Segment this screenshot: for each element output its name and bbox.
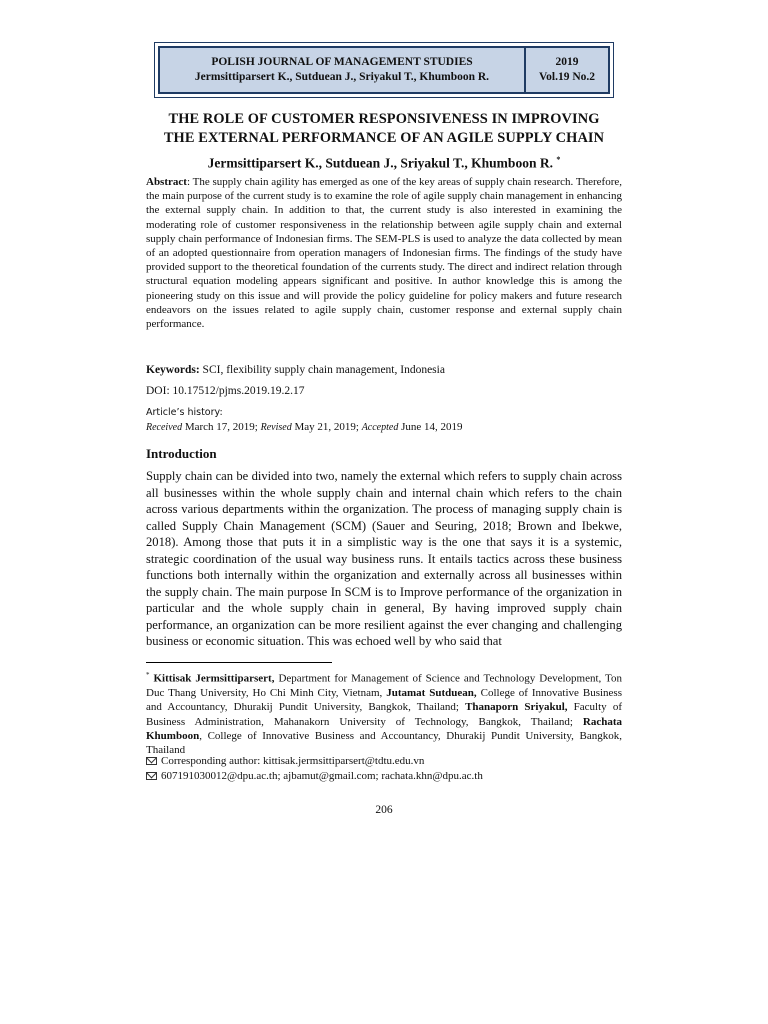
emails-line (146, 769, 622, 783)
introduction-paragraph: Supply chain can be divided into two, namely the external which refers to supply chain across all businesses within the whole supply chain and internal chain which refers to the chain across various departments within the organization. The process of managing supply chain is called Supply Chain Management (SCM) (Sauer and Seuring, 2018; Brown and Ibekwe, 2018). Among those that puts it in a simplistic way is the one that says it is a systemic, strategic coordination of the usual way business runs. It entails tactics across these business functions both internally within the organization and externally across all businesses within the supply chain. The main purpose In SCM is to Improve performance of the organization in particular and the whole supply chain in general, By having improved supply chain performance, an organization can be more resilient against the ever changing and challenging business or economic situation. This was echoed well by who said that (146, 469, 622, 648)
introduction-heading: Introduction (146, 446, 217, 461)
journal-header-left (160, 48, 526, 92)
title-line-1: THE ROLE OF CUSTOMER RESPONSIVENESS IN IMPROVING (168, 111, 600, 127)
author1-affiliation: Department for Management of Science and Technology Development, Ton Duc Thang University, Ho Chi Minh City, Vietnam, (146, 672, 623, 699)
envelope-icon (146, 757, 157, 765)
title-line-2: THE EXTERNAL PERFORMANCE OF AN AGILE SUPPLY CHAIN (163, 130, 605, 146)
authors-text: Jermsittiparsert K., Sutduean J., Sriyakul T., Khumboon R. (207, 155, 553, 171)
footnote-mark: * (146, 671, 150, 679)
journal-header-right (526, 48, 608, 92)
author4-name: Rachata Khumboon (146, 715, 622, 742)
keywords (146, 364, 622, 376)
received-date: March 17, 2019; (182, 421, 261, 433)
journal-name: POLISH JOURNAL OF MANAGEMENT STUDIES (211, 56, 473, 68)
abstract-text: : The supply chain agility has emerged as one of the key areas of supply chain research. Therefore, the main purpose of the current study is to examine the role of agile supply chain management in enhancing the external supply chain. In addition to that, the current study is also interested in examining the moderating role of customer responsiveness in the relationship between agile supply chain and external supply chain performance of Indonesian firms. The SEM-PLS is used to analyze the data collected by mean of an adopted questionnaire from operation managers of Indonesian firms. The findings of the study have provided support to the theoretical foundation of the currents study. The direct and indirect relation through structural equation modeling appears significant and positive. In author knowledge this is among the pioneering study on this issue and will provide the policy guideline for policy makers and future research endeavors on the issues related to agile supply chain, customer response and external supply chain performance. (146, 176, 622, 331)
author3-affiliation: Faculty of Business Administration, Mahanakorn University of Technology, Bangkok, Thailand; (146, 701, 622, 728)
author3-name: Thanaporn Sriyakul, (465, 701, 568, 714)
author2-affiliation: College of Innovative Business and Accountancy, Dhurakij Pundit University, Bangkok, Thailand; (146, 686, 622, 714)
accepted-label: Accepted (361, 422, 399, 433)
history-dates (146, 420, 622, 435)
keywords-label: Keywords: (146, 364, 200, 376)
corresponding-author: Corresponding author: kittisak.jermsittiparsert@tdtu.edu.vn (161, 755, 425, 767)
doi: DOI: 10.17512/pjms.2019.19.2.17 (146, 385, 305, 397)
abstract (146, 175, 622, 331)
author-emails: 607191030012@dpu.ac.th; ajbamut@gmail.com; rachata.khn@dpu.ac.th (161, 770, 483, 782)
revised-date: May 21, 2019; (291, 421, 362, 433)
envelope-icon (146, 772, 157, 780)
author-line (146, 151, 622, 173)
abstract-label: Abstract (146, 176, 187, 188)
page-number: 206 (375, 804, 393, 816)
journal-header (154, 42, 614, 98)
journal-volume: Vol.19 No.2 (538, 71, 596, 83)
journal-header-frame (158, 46, 610, 94)
accepted-date: June 14, 2019 (398, 421, 463, 433)
author1-name: Kittisak Jermsittiparsert, (153, 672, 275, 685)
received-label: Received (146, 422, 183, 433)
corresponding-line (146, 754, 622, 768)
author4-affiliation: , College of Innovative Business and Accountancy, Dhurakij Pundit University, Bangkok, Thailand (146, 729, 622, 757)
paper-title (146, 110, 622, 148)
footnote-divider (146, 662, 332, 663)
author2-name: Jutamat Sutduean, (386, 686, 477, 699)
header-authors: Jermsittiparsert K., Sutduean J., Sriyakul T., Khumboon R. (194, 71, 490, 83)
footnote-affiliations (146, 668, 622, 757)
article-history (146, 406, 622, 435)
history-label: Article’s history: (146, 407, 223, 418)
keywords-text: SCI, flexibility supply chain management, Indonesia (199, 364, 445, 376)
author-asterisk: * (556, 155, 561, 164)
revised-label: Revised (260, 422, 292, 433)
journal-year: 2019 (555, 56, 579, 68)
